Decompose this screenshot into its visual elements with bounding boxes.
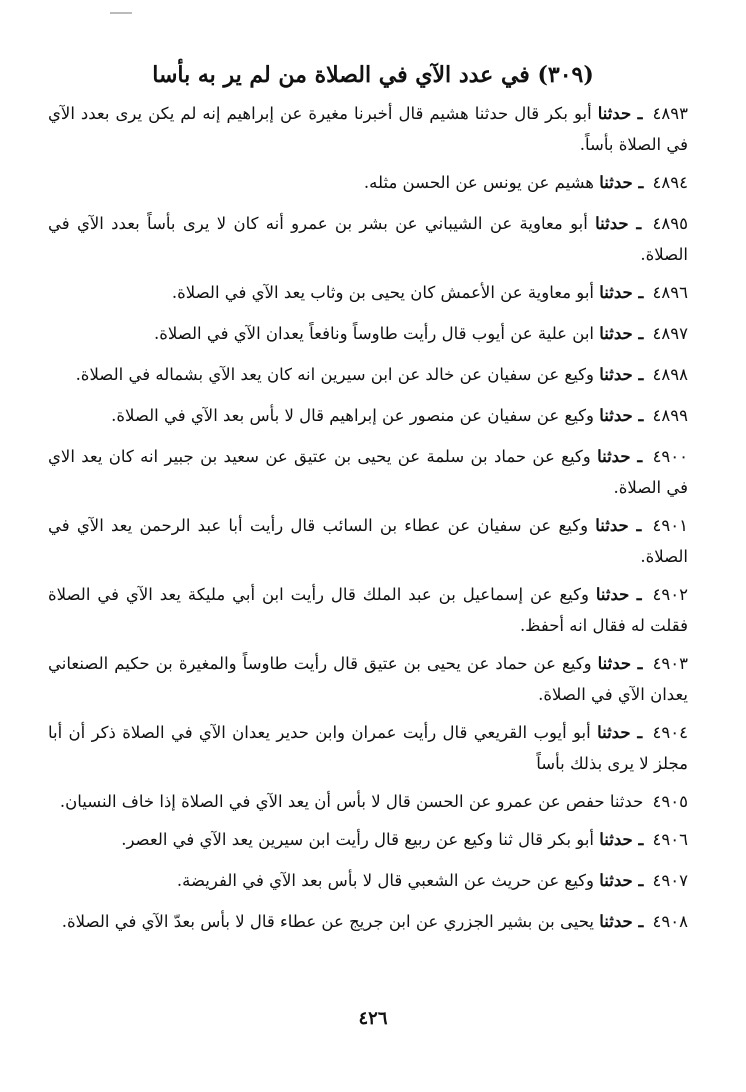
hadith-lead: ـ حدثنا bbox=[595, 516, 642, 535]
hadith-text: يحيى بن بشير الجزري عن ابن جريج عن عطاء قال لا بأس بعدّ الآي في الصلاة. bbox=[61, 912, 600, 931]
hadith-entry bbox=[48, 441, 688, 503]
hadith-text: وكيع عن سفيان عن خالد عن ابن سيرين انه كان يعد الآي بشماله في الصلاة. bbox=[75, 365, 600, 384]
hadith-text: أبو أيوب القريعي قال رأيت عمران وابن حدير يعدان الآي في الصلاة ذكر أن أبا مجلز لا يرى بذلك بأساً bbox=[48, 723, 688, 773]
hadith-number: ٤٨٩٦ bbox=[652, 283, 688, 302]
hadith-lead: ـ حدثنا bbox=[597, 654, 643, 673]
scan-mark bbox=[110, 12, 132, 14]
hadith-text: وكيع عن حماد بن سلمة عن يحيى بن عتيق عن سعيد بن جبير انه كان يعد الاي في الصلاة. bbox=[48, 447, 688, 497]
hadith-entry bbox=[48, 359, 688, 390]
hadith-number: ٤٩٠٥ bbox=[652, 792, 688, 811]
hadith-number: ٤٨٩٤ bbox=[652, 173, 688, 192]
hadith-text: أبو معاوية عن الأعمش كان يحيى بن وثاب يعد الآي في الصلاة. bbox=[171, 283, 600, 302]
hadith-text: وكيع عن حريث عن الشعبي قال لا بأس بعد الآي في الفريضة. bbox=[176, 871, 600, 890]
hadith-lead: ـ حدثنا bbox=[597, 447, 643, 466]
hadith-entry bbox=[48, 717, 688, 779]
hadith-number: ٤٩٠٣ bbox=[652, 654, 689, 673]
hadith-text: وكيع عن إسماعيل بن عبد الملك قال رأيت ابن أبي مليكة يعد الآي في الصلاة فقلت له فقال انه أحفظ. bbox=[48, 585, 688, 635]
hadith-number: ٤٩٠٧ bbox=[652, 871, 688, 890]
hadith-text: أبو معاوية عن الشيباني عن بشر بن عمرو أنه كان لا يرى بأساً بعدد الآي في الصلاة. bbox=[48, 214, 688, 264]
hadith-entry bbox=[48, 277, 688, 308]
hadith-entry bbox=[48, 98, 688, 160]
hadith-number: ٤٩٠٤ bbox=[652, 723, 688, 742]
hadith-number: ٤٩٠٢ bbox=[652, 585, 688, 604]
hadith-text: أبو بكر قال حدثنا هشيم قال أخبرنا مغيرة عن إبراهيم إنه لم يكن يرى بعدد الآي في الصلاة بأساً. bbox=[48, 104, 688, 154]
hadith-entry bbox=[48, 167, 688, 198]
hadith-entry bbox=[48, 579, 688, 641]
hadith-text: حدثنا حفص عن عمرو عن الحسن قال لا بأس أن يعد الآي في الصلاة إذا خاف النسيان. bbox=[59, 792, 644, 811]
hadith-lead: ـ حدثنا bbox=[599, 912, 644, 931]
hadith-entry bbox=[48, 786, 688, 817]
hadith-lead: ـ حدثنا bbox=[599, 365, 644, 384]
hadith-number: ٤٨٩٩ bbox=[652, 406, 688, 425]
hadith-lead: ـ حدثنا bbox=[599, 283, 644, 302]
hadith-lead: ـ حدثنا bbox=[595, 585, 642, 604]
hadith-text: ابن علية عن أيوب قال رأيت طاوساً ونافعاً يعدان الآي في الصلاة. bbox=[153, 324, 600, 343]
hadith-entry bbox=[48, 865, 688, 896]
hadith-lead: ـ حدثنا bbox=[599, 871, 644, 890]
hadith-entry bbox=[48, 400, 688, 431]
hadith-entry bbox=[48, 906, 688, 937]
hadith-entry bbox=[48, 208, 688, 270]
hadith-entry bbox=[48, 824, 688, 855]
chapter-title: (٣٠٩) في عدد الآي في الصلاة من لم ير به بأسا bbox=[152, 62, 594, 88]
hadith-number: ٤٩٠٨ bbox=[652, 912, 688, 931]
hadith-text: وكيع عن سفيان عن عطاء بن السائب قال رأيت أبا عبد الرحمن يعد الآي في الصلاة. bbox=[48, 516, 688, 566]
hadith-lead: ـ حدثنا bbox=[599, 406, 644, 425]
hadith-number: ٤٨٩٥ bbox=[652, 214, 688, 233]
hadith-text: وكيع عن حماد عن يحيى بن عتيق قال رأيت طاوساً والمغيرة بن حكيم الصنعاني يعدان الآي في الصلاة. bbox=[48, 654, 688, 704]
hadith-lead: ـ حدثنا bbox=[599, 173, 644, 192]
hadith-number: ٤٩٠١ bbox=[652, 516, 688, 535]
hadith-lead: ـ حدثنا bbox=[599, 324, 644, 343]
hadith-lead: ـ حدثنا bbox=[597, 723, 643, 742]
hadith-text: هشيم عن يونس عن الحسن مثله. bbox=[363, 173, 600, 192]
hadith-list bbox=[48, 98, 688, 944]
hadith-number: ٤٨٩٨ bbox=[652, 365, 688, 384]
hadith-lead: ـ حدثنا bbox=[599, 830, 644, 849]
hadith-lead: ـ حدثنا bbox=[595, 214, 642, 233]
hadith-number: ٤٩٠٠ bbox=[652, 447, 689, 466]
hadith-entry bbox=[48, 318, 688, 349]
hadith-lead: ـ حدثنا bbox=[597, 104, 643, 123]
hadith-number: ٤٩٠٦ bbox=[652, 830, 688, 849]
hadith-text: أبو بكر قال ثنا وكيع عن ربيع قال رأيت ابن سيرين يعد الآي في العصر. bbox=[121, 830, 600, 849]
page-number: ٤٢٦ bbox=[358, 1008, 388, 1029]
hadith-number: ٤٨٩٧ bbox=[652, 324, 688, 343]
hadith-number: ٤٨٩٣ bbox=[652, 104, 688, 123]
hadith-entry bbox=[48, 510, 688, 572]
hadith-entry bbox=[48, 648, 688, 710]
hadith-text: وكيع عن سفيان عن منصور عن إبراهيم قال لا بأس بعد الآي في الصلاة. bbox=[111, 406, 600, 425]
